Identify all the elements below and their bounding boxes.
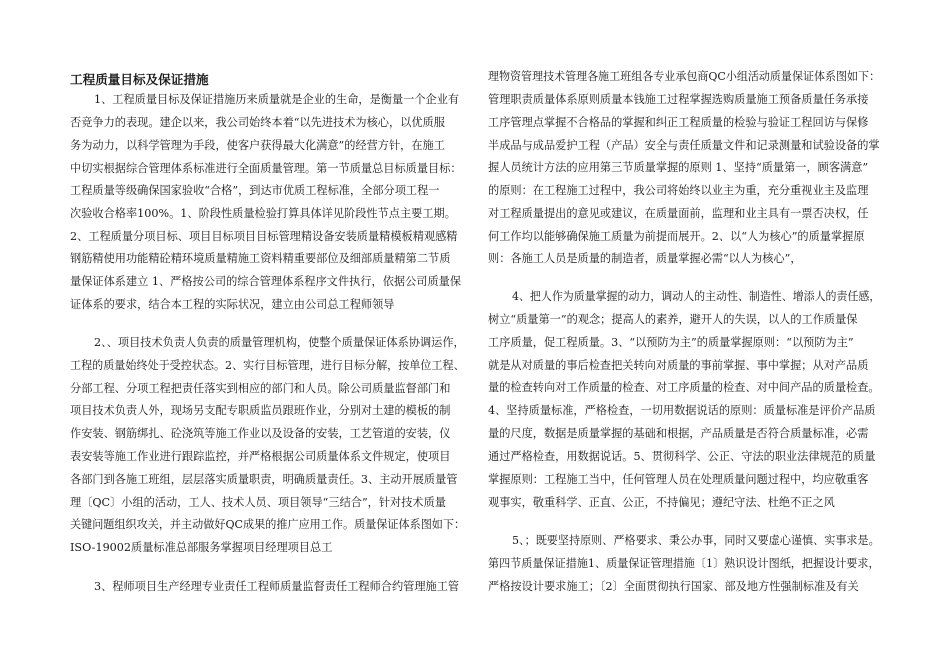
text-line: 理物资管理技术管理各施工班组各专业承包商QC小组活动质量保证体系图如下： [488, 70, 881, 83]
text-line: 中切实根据综合管理体系标准进行全面质量管理。第一节质量总目标质量目标： [70, 162, 462, 175]
text-line: 对工程质量提出的意见或建议，在质量面前，监理和业主具有一票否决权，任 [488, 207, 869, 220]
text-line: 严格按设计要求施工；〔2〕全面贯彻执行国家、部及地方性强制标准及有关 [488, 580, 859, 593]
text-line: 否竞争力的表现。建企以来，我公司始终本着“以先进技术为核心，以优质服 [70, 116, 445, 129]
text-line: 的原则：在工程施工过程中，我公司将始终以业主为重，充分重视业主及监理 [488, 184, 869, 197]
text-line: 关键问题组织攻关，并主动做好QC成果的推广应用工作。质量保证体系图如下： [70, 518, 466, 531]
text-line: 工序管理点掌握不合格品的掌握和纠正工程质量的检验与验证工程回访与保修 [488, 116, 869, 129]
text-line: 4、坚持质量标准，严格检查，一切用数据说话的原则：质量标准是评价产品质 [488, 404, 876, 417]
text-line: 量的尺度，数据是质量掌握的基础和根据，产品质量是否符合质量标准，必需 [488, 427, 869, 440]
text-line: 2、工程质量分项目标、项目目标项目目标管理精设备安装质量精模板精观感精 [70, 230, 458, 243]
text-line: 表安装等施工作业进行跟踪监控，并严格根据公司质量体系文件规定，使项目 [70, 450, 451, 463]
text-line: 树立“质量第一”的观念；提高人的素养，避开人的失误，以人的工作质量保 [488, 313, 858, 326]
text-line: ISO-19002质量标准总部服务掌握项目经理项目总工 [70, 541, 333, 554]
text-line: 就是从对质量的事后检查把关转向对质量的事前掌握、事中掌握；从对产品质 [488, 359, 869, 372]
text-line: 工程质量等级确保国家验收“合格”，到达市优质工程标准，全部分项工程一 [70, 184, 440, 197]
text-line: 次验收合格率100%。1、阶段性质量检验打算具体详见阶段性节点主要工期。 [70, 207, 456, 220]
text-line: 务为动力，以科学管理为手段，使客户获得最大化满意”的经营方针，在施工 [70, 139, 445, 152]
text-line: 2、、项目技术负责人负责的质量管理机构，使整个质量保证体系协调运作， [94, 336, 465, 349]
text-line: 各部门到各施工班组，层层落实质量职责，明确质量责任。3、主动开展质量管 [70, 473, 458, 486]
text-line: 第四节质量保证措施1、质量保证管理措施〔1〕熟识设计图纸，把握设计要求， [488, 557, 880, 570]
text-line: 通过严格检查，用数据说话。5、贯彻科学、公正、守法的职业法律规范的质量 [488, 450, 876, 463]
text-line: 4、把人作为质量掌握的动力，调动人的主动性、制造性、增添人的责任感， [512, 290, 881, 303]
text-line: 观事实，敬重科学、正直、公正，不持偏见；遵纪守法、杜绝不正之风 [488, 496, 835, 509]
text-line: 工序质量，促工程质量。3、“以预防为主”的质量掌握原则：“以预防为主” [488, 336, 854, 349]
text-line: 3、程师项目生产经理专业责任工程师质量监督责任工程师合约管理施工管 [94, 580, 460, 593]
text-line: 量的检查转向对工作质量的检查、对工序质量的检查、对中间产品的质量检查。 [488, 381, 880, 394]
text-line: 半成品与成品爱护工程（产品）安全与责任质量文件和记录测量和试验设备的掌 [488, 139, 880, 152]
text-line: 理〔QC〕小组的活动，工人、技术人员、项目领导“三结合”，针对技术质量 [70, 496, 446, 509]
text-line: 1、工程质量目标及保证措施历来质量就是企业的生命，是衡量一个企业有 [94, 93, 460, 106]
text-line: 证体系的要求，结合本工程的实际状况，建立由公司总工程师领导 [70, 298, 395, 311]
text-line: 分部工程、分项工程把责任落实到相应的部门和人员。除公司质量监督部门和 [70, 382, 451, 395]
text-line: 则：各施工人员是质量的制造者，质量掌握必需“以人为核心”， [488, 252, 802, 265]
text-line: 握人员统计方法的应用第三节质量掌握的原则 1、坚持“质量第一，顾客满意” [488, 161, 869, 174]
text-line: 作安装、钢筋绑扎、砼浇筑等施工作业以及设备的安装，工艺管道的安装，仪 [70, 427, 451, 440]
text-line: 项目技术负责人外，现场另支配专职质监员跟班作业，分别对土建的模板的制 [70, 404, 451, 417]
document-title: 工程质量目标及保证措施 [70, 72, 209, 87]
text-line: 5、；既要坚持原则、严格要求、秉公办事，同时又要虚心谨慎、实事求是。 [512, 534, 880, 547]
text-line: 掌握原则：工程施工当中，任何管理人员在处理质量问题过程中，均应敬重客 [488, 473, 869, 486]
text-line: 钢筋精使用功能精砼精环境质量精施工资料精重要部位及细部质量精第二节质 [70, 252, 451, 265]
text-line: 量保证体系建立 1、严格按公司的综合管理体系程序文件执行，依据公司质量保 [70, 275, 462, 288]
text-line: 管理职责质量体系原则质量本钱施工过程掌握选购质量施工预备质量任务承接 [488, 93, 869, 106]
text-line: 工程的质量始终处于受控状态。2、实行目标管理，进行目标分解，按单位工程、 [70, 359, 465, 372]
text-line: 何工作均以能够确保施工质量为前提而展开。2、以“人为核心”的质量掌握原 [488, 230, 865, 243]
